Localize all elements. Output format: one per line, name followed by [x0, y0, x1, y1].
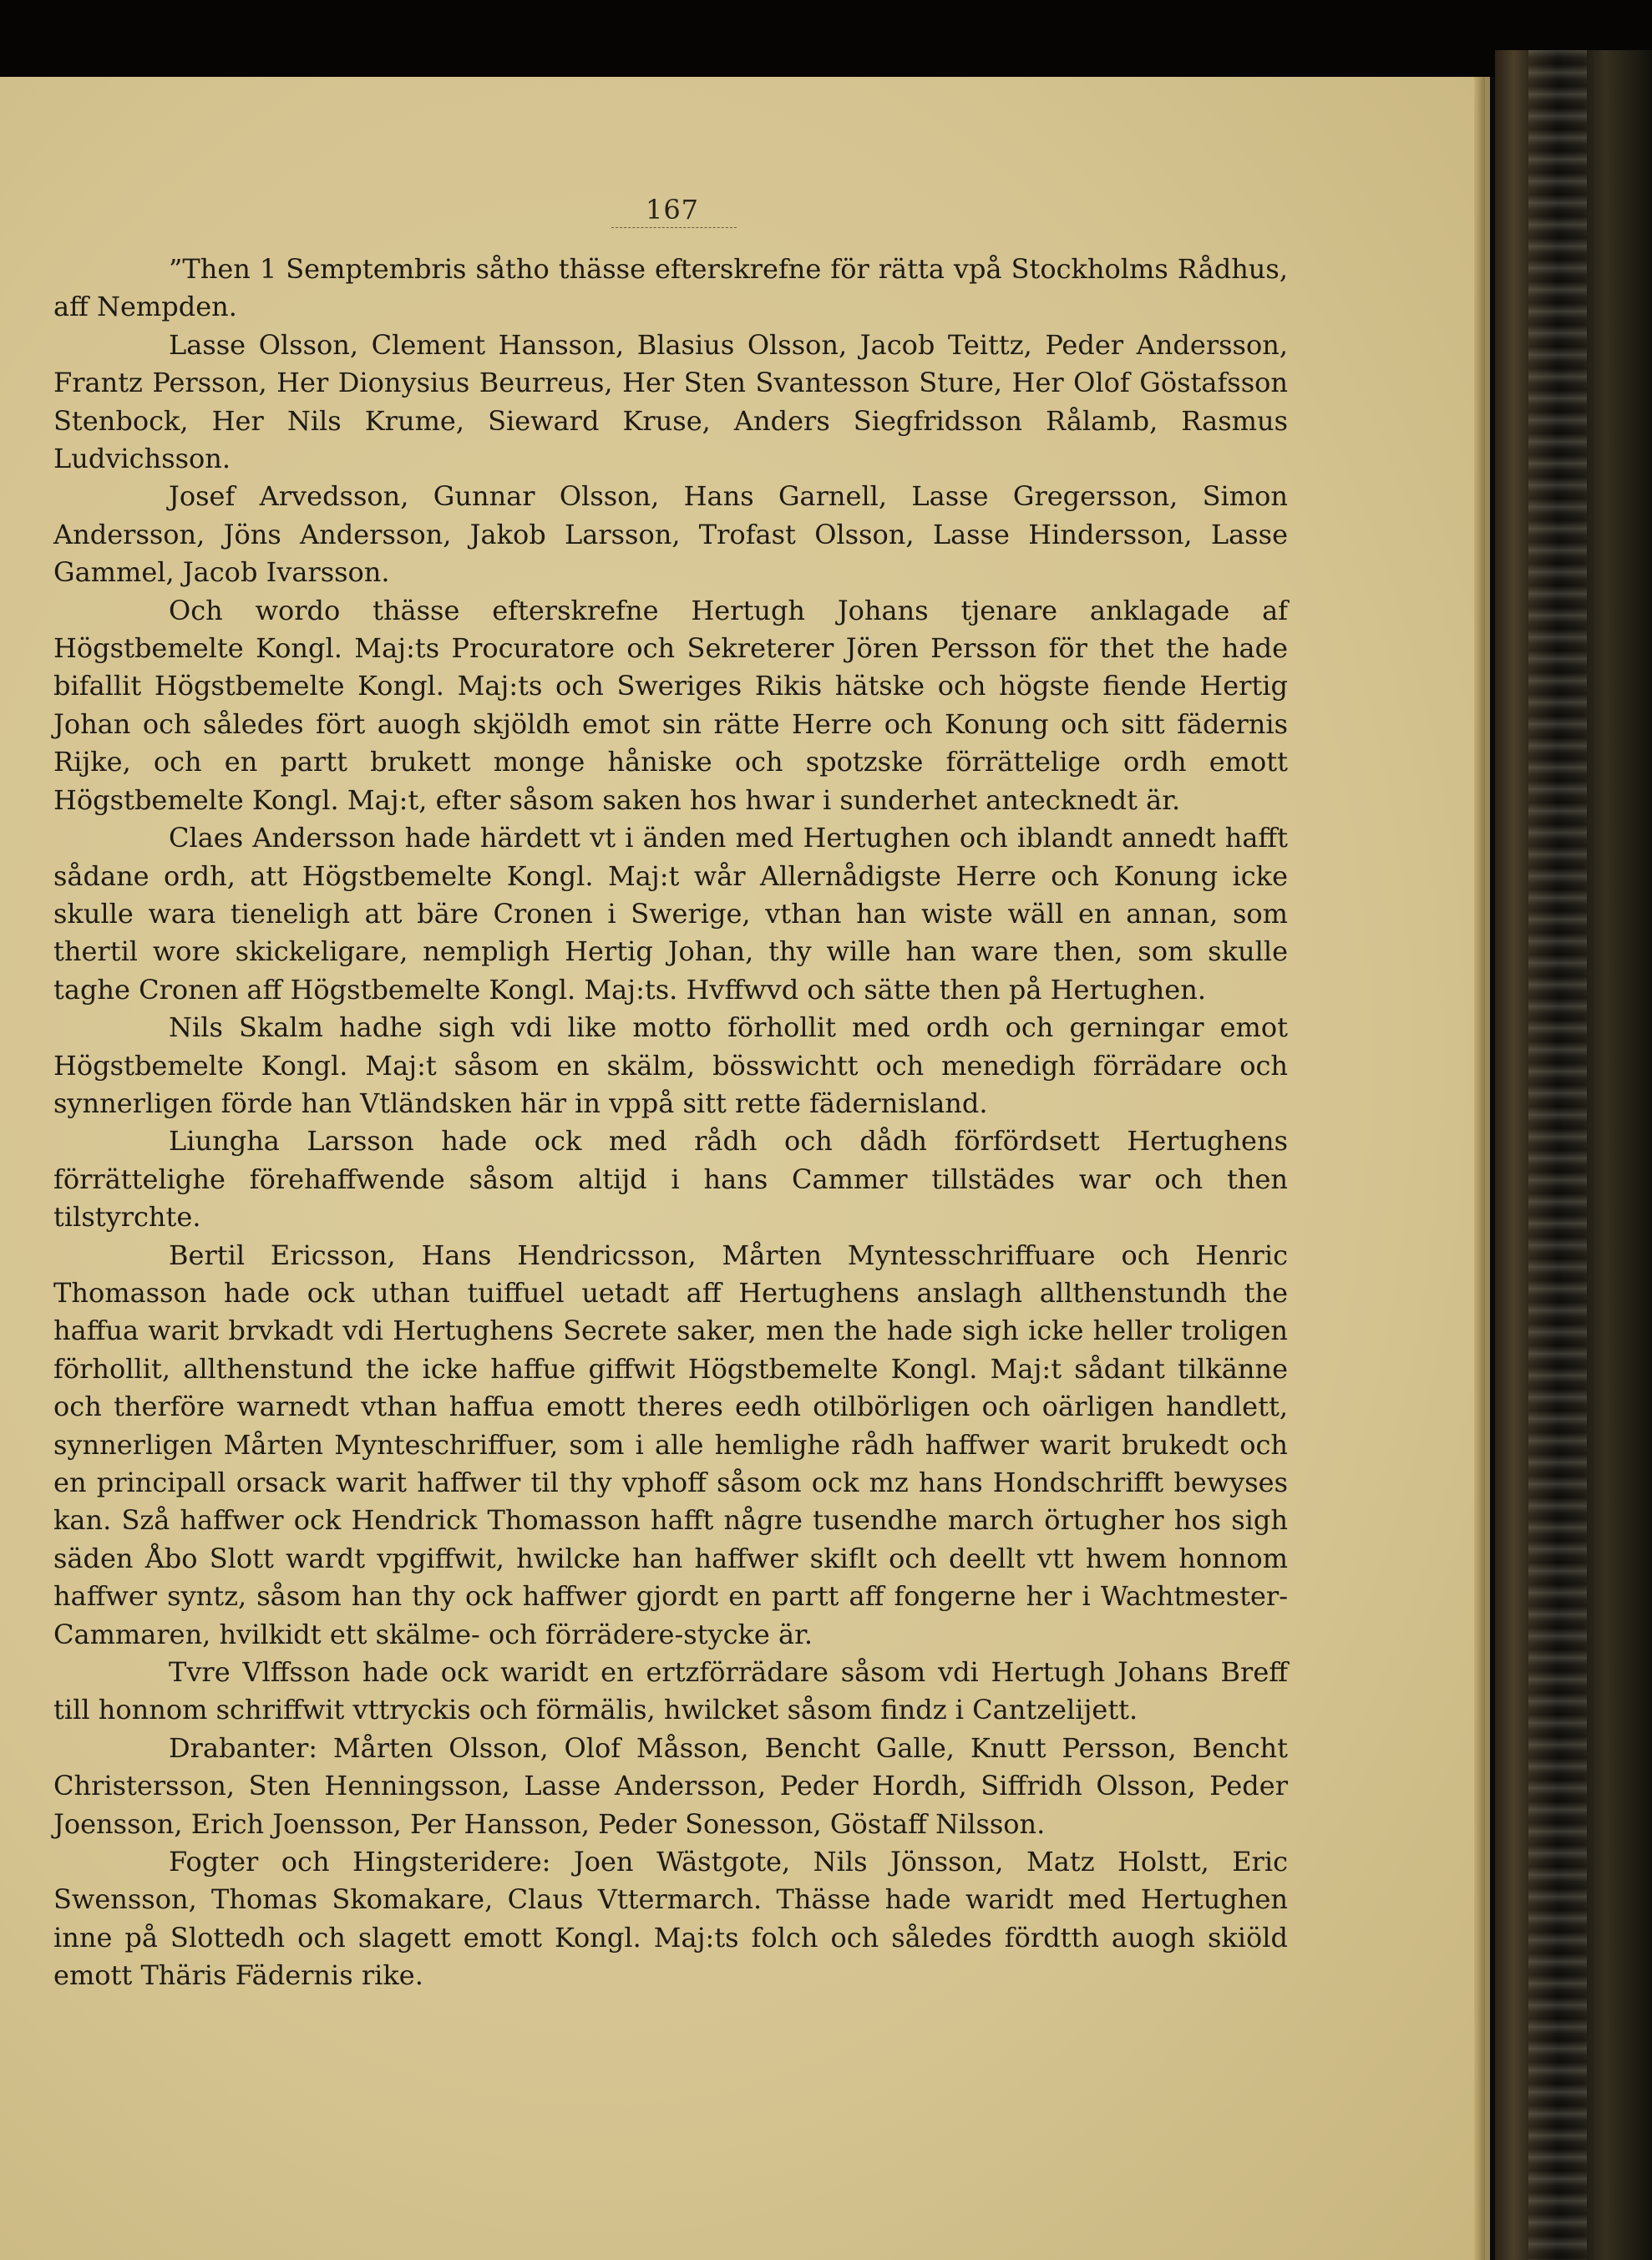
paragraph-claes-andersson: Claes Andersson hade härdett vt i änden med Hertughen och iblandt annedt hafft sådane ordh, att Högstbemelte Kongl. Maj:t wår Allernådigste Herre och Konung icke skulle wara tieneligh att bäre Cronen i Swerige, vthan han wiste wäll en annan, som thertil wore skickeligare, nempligh Hertig Johan, thy wille han ware then, som skulle taghe Cronen aff Högstbemelte Kongl. Maj:ts. Hvffwvd och sätte then på Hertughen. [53, 822, 1288, 1006]
page-edge [1474, 77, 1485, 2260]
paragraph-drabanter: Drabanter: Mårten Olsson, Olof Måsson, Bencht Galle, Knutt Persson, Bencht Christersson, Sten Henningsson, Lasse Andersson, Peder Hordh, Siffridh Olsson, Peder Joensson, Erich Joensson, Per Hansson, Peder Sonesson, Göstaff Nilsson. [53, 1731, 1288, 1840]
paragraph-tvre-vlffsson: Tvre Vlffsson hade ock waridt en ertzförrädare såsom vdi Hertugh Johans Breff till honnom schriffwit vttryckis och förmälis, hwilcket såsom findz i Cantzelijett. [53, 1656, 1288, 1726]
binding-texture [1528, 50, 1587, 2260]
page-number: 167 [645, 194, 700, 225]
paragraph-accused-list: Josef Arvedsson, Gunnar Olsson, Hans Garnell, Lasse Gregersson, Simon Andersson, Jöns Andersson, Jakob Larsson, Trofast Olsson, Lasse Hindersson, Lasse Gammel, Jacob Ivarsson. [53, 480, 1288, 589]
paragraph-accusation: Och wordo thässe efterskrefne Hertugh Johans tjenare anklagade af Högstbemelte Kongl. Maj:ts Procuratore och Sekreterer Jören Persson för thet the hade bifallit Högstbemelte Kongl. Maj:ts och Sweriges Rikis hätske och högste fiende Hertig Johan och således fört auogh skjöldh emot sin rätte Herre och Konung och sitt fädernis Rijke, och en partt brukett monge håniske och spotzske förrättelige ordh emott Högstbemelte Kongl. Maj:t, efter såsom saken hos hwar i sunderhet antecknedt är. [53, 594, 1288, 816]
paragraph-fogter: Fogter och Hingsteridere: Joen Wästgote, Nils Jönsson, Matz Holstt, Eric Swensson, Thomas Skomakare, Claus Vttermarch. Thässe hade waridt med Hertughen inne på Slottedh och slagett emott Kongl. Maj:ts folch och således fördtth auogh skiöld emott Thäris Fädernis rike. [53, 1846, 1288, 1992]
scan-top-border [0, 0, 1652, 77]
body-text [53, 251, 1288, 1995]
paragraph-bertil-ericsson: Bertil Ericsson, Hans Hendricsson, Mårten Myntesschriffuare och Henric Thomasson hade ock uthan tuiffuel uetadt aff Hertughens anslagh allthenstundh the haffua warit brvkadt vdi Hertughens Secrete saker, men the hade sigh icke heller troligen förhollit, allthenstund the icke haffue giffwit Högstbemelte Kongl. Maj:t sådant tilkänne och therföre warnedt vthan haffua emott theres eedh otilbörligen och oärligen handlett, synnerligen Mårten Mynteschriffuer, som i alle hemlighe rådh haffwer warit brukedt och en principall orsack warit haffwer til thy vphoff såsom ock mz hans Hondschrifft bewyses kan. Szå haffwer ock Hendrick Thomasson hafft någre tusendhe march örtugher hos sigh säden Åbo Slott wardt vpgiffwit, hwilcke han haffwer skiflt och deellt vtt hwem honnom haffwer syntz, såsom han thy ock haffwer gjordt en partt aff fongerne her i Wachtmester-Cammaren, hvilkidt ett skälme- och förrädere-stycke är. [53, 1239, 1288, 1650]
paragraph-nils-skalm: Nils Skalm hadhe sigh vdi like motto förhollit med ordh och gerningar emot Högstbemelte Kongl. Maj:t såsom en skälm, bösswichtt och menedigh förrädare och synnerligen förde han Vtländsken här in vppå sitt rette fädernisland. [53, 1011, 1288, 1119]
paragraph-intro: ”Then 1 Semptembris såtho thässe efterskrefne för rätta vpå Stockholms Rådhus, aff Nempden. [53, 253, 1288, 323]
paragraph-nempd: Lasse Olsson, Clement Hansson, Blasius Olsson, Jacob Teittz, Peder Andersson, Frantz Persson, Her Dionysius Beurreus, Her Sten Svantesson Sture, Her Olof Göstafsson Stenbock, Her Nils Krume, Sieward Kruse, Anders Siegfridsson Rålamb, Rasmus Ludvichsson. [53, 328, 1288, 475]
page-number-rule [611, 227, 737, 228]
paragraph-liungha-larsson: Liungha Larsson hade ock med rådh och dådh förfördsett Hertughens förrättelighe förehaffwende såsom altijd i hans Cammer tillstädes war och then tilstyrchte. [53, 1125, 1288, 1234]
